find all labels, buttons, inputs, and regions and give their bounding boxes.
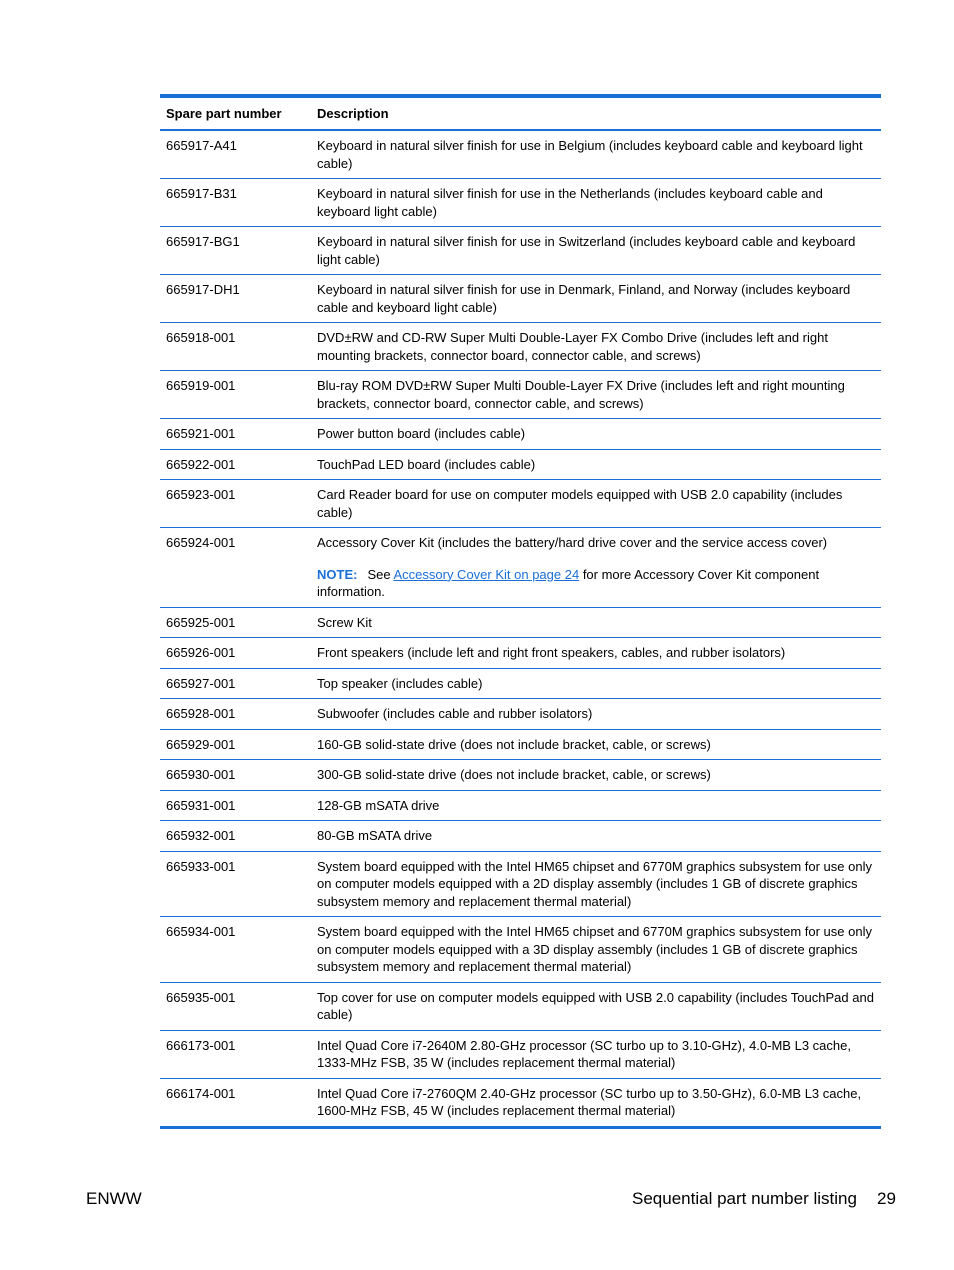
part-number-cell: 665917-DH1 [160,275,311,323]
description-text: Accessory Cover Kit (includes the battery/hard drive cover and the service access cover) [317,535,828,550]
part-number-cell: 665931-001 [160,790,311,821]
table-row [160,227,881,275]
part-number-cell: 666173-001 [160,1030,311,1078]
description-cell [311,130,881,179]
part-number-cell: 665934-001 [160,917,311,983]
table-row [160,323,881,371]
spare-parts-table-container [160,94,881,1129]
table-row [160,982,881,1030]
table-row [160,760,881,791]
part-number-cell: 665917-B31 [160,179,311,227]
footer-section-title: Sequential part number listing [632,1189,857,1208]
description-cell [311,1078,881,1126]
part-number-cell: 665935-001 [160,982,311,1030]
part-number-cell: 665922-001 [160,449,311,480]
description-cell [311,668,881,699]
part-number-cell: 665924-001 [160,528,311,608]
table-header-row [160,98,881,130]
description-cell [311,790,881,821]
description-cell [311,917,881,983]
table-row [160,419,881,450]
part-number-cell: 666174-001 [160,1078,311,1126]
note-text-pre: See [367,566,394,582]
description-cell [311,227,881,275]
part-number-cell: 665917-A41 [166,138,237,153]
description-text: Keyboard in natural silver finish for use in Belgium (includes keyboard cable and keyboard light cable) [317,138,863,171]
description-text: Top speaker (includes cable) [317,675,483,691]
table-row [160,790,881,821]
description-cell [311,419,881,450]
table-row [160,130,881,179]
table-row [160,275,881,323]
table-row [160,668,881,699]
header-description: Description [311,98,881,130]
part-number-cell: 665923-001 [160,480,311,528]
table-row [160,371,881,419]
note-text-post: for more Accessory Cover Kit component information. [317,566,820,599]
table-row [160,638,881,669]
table-row [160,821,881,852]
description-text: Intel Quad Core i7-2760QM 2.40-GHz processor (SC turbo up to 3.50-GHz), 6.0-MB L3 cache, 1600-MHz FSB, 45 W (includes replacement thermal material) [317,1085,862,1118]
description-cell [311,323,881,371]
table-row [160,1078,881,1126]
table-row [160,1030,881,1078]
description-text: System board equipped with the Intel HM65 chipset and 6770M graphics subsystem for use only on computer models equipped with a 3D display assembly (includes 1 GB of discrete graphics subsystem memory and replacement thermal material) [317,924,872,974]
part-number-cell: 665919-001 [160,371,311,419]
description-cell [311,528,881,608]
description-text: 128-GB mSATA drive [317,797,440,813]
table-row [160,528,881,608]
description-text: Intel Quad Core i7-2640M 2.80-GHz processor (SC turbo up to 3.10-GHz), 4.0-MB L3 cache, 1333-MHz FSB, 35 W (includes replacement thermal material) [317,1037,851,1070]
part-number-cell: 665927-001 [160,668,311,699]
description-text: Top cover for use on computer models equipped with USB 2.0 capability (includes TouchPad and cable) [317,989,874,1022]
description-cell [311,699,881,730]
description-text: Screw Kit [317,614,372,630]
description-text: Front speakers (include left and right front speakers, cables, and rubber isolators) [317,645,786,660]
description-cell [311,982,881,1030]
header-spare-part-number: Spare part number [160,98,311,130]
description-cell [311,760,881,791]
description-cell [311,449,881,480]
table-row [160,480,881,528]
description-cell [311,1030,881,1078]
description-text: TouchPad LED board (includes cable) [317,456,536,472]
table-row [160,699,881,730]
part-number-cell: 665929-001 [160,729,311,760]
part-number-cell: 665918-001 [160,323,311,371]
description-cell [311,607,881,638]
table-row [160,729,881,760]
table-row [160,449,881,480]
description-text: Keyboard in natural silver finish for use in Denmark, Finland, and Norway (includes keyboard cable and keyboard light cable) [317,282,851,315]
description-cell [311,638,881,669]
part-number-cell: 665926-001 [160,638,311,669]
description-text: DVD±RW and CD-RW Super Multi Double-Layer FX Combo Drive (includes left and right mounting brackets, connector board, connector cable, and screws) [317,330,828,363]
description-text: 80-GB mSATA drive [317,828,433,843]
description-cell [311,275,881,323]
table-body [160,130,881,1126]
part-number-cell: 665933-001 [160,851,311,917]
description-cell [311,179,881,227]
description-text: Card Reader board for use on computer models equipped with USB 2.0 capability (includes cable) [317,487,843,520]
part-number-cell: 665930-001 [160,760,311,791]
description-text: 160-GB solid-state drive (does not include bracket, cable, or screws) [317,736,711,752]
note-label: NOTE: [317,566,358,582]
part-number-cell: 665928-001 [160,699,311,730]
footer-doc-code: ENWW [86,1189,142,1208]
description-cell [311,480,881,528]
footer-page-number: 29 [877,1189,896,1208]
note-block [317,566,875,601]
description-cell [311,851,881,917]
description-text: Blu-ray ROM DVD±RW Super Multi Double-Layer FX Drive (includes left and right mounting brackets, connector board, connector cable, and screws) [317,378,845,411]
description-cell [311,371,881,419]
description-text: Keyboard in natural silver finish for use in the Netherlands (includes keyboard cable and keyboard light cable) [317,186,823,219]
part-number-cell: 665921-001 [160,419,311,450]
description-text: System board equipped with the Intel HM65 chipset and 6770M graphics subsystem for use only on computer models equipped with a 2D display assembly (includes 1 GB of discrete graphics subsystem memory and replacement thermal material) [317,858,872,909]
description-cell [311,729,881,760]
table-row [160,179,881,227]
spare-parts-table [160,98,881,1126]
description-text: Subwoofer (includes cable and rubber isolators) [317,706,593,721]
part-number-cell: 665925-001 [160,607,311,638]
table-row [160,607,881,638]
table-row [160,917,881,983]
description-text: Power button board (includes cable) [317,426,526,441]
part-number-cell: 665932-001 [160,821,311,852]
description-cell [311,821,881,852]
description-text: Keyboard in natural silver finish for use in Switzerland (includes keyboard cable and keyboard light cable) [317,234,856,267]
part-number-cell: 665917-BG1 [160,227,311,275]
accessory-cover-kit-link[interactable]: Accessory Cover Kit on page 24 [393,566,580,582]
table-row [160,851,881,917]
description-text: 300-GB solid-state drive (does not include bracket, cable, or screws) [317,767,711,782]
